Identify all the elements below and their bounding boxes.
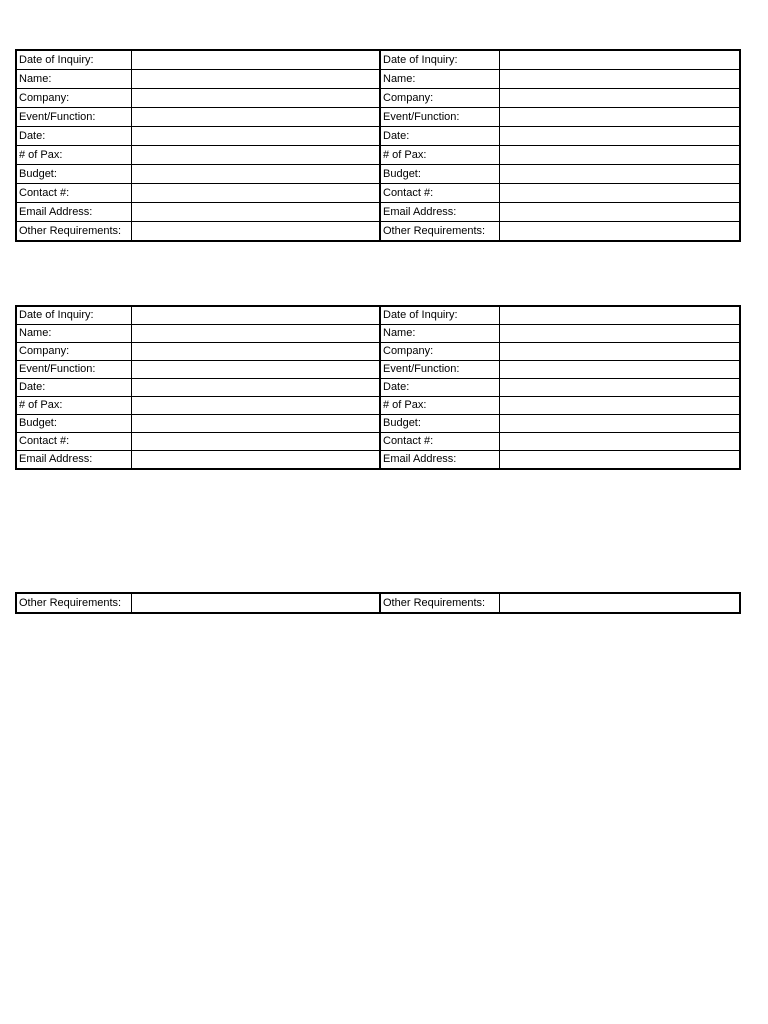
- other-requirements-label: Other Requirements:: [380, 222, 499, 242]
- date-of-inquiry-field[interactable]: [499, 306, 740, 325]
- email-label: Email Address:: [380, 203, 499, 222]
- event-function-label: Event/Function:: [380, 361, 499, 379]
- email-label: Email Address:: [16, 203, 131, 222]
- pax-field[interactable]: [499, 146, 740, 165]
- email-label: Email Address:: [380, 451, 499, 470]
- table-row: [16, 379, 740, 397]
- date-field[interactable]: [499, 127, 740, 146]
- contact-label: Contact #:: [380, 184, 499, 203]
- other-requirements-field[interactable]: [131, 222, 380, 242]
- budget-field[interactable]: [131, 165, 380, 184]
- date-of-inquiry-label: Date of Inquiry:: [16, 50, 131, 70]
- date-of-inquiry-label: Date of Inquiry:: [16, 306, 131, 325]
- table-row: [16, 70, 740, 89]
- pax-label: # of Pax:: [16, 397, 131, 415]
- budget-field[interactable]: [499, 415, 740, 433]
- name-field[interactable]: [131, 325, 380, 343]
- date-of-inquiry-label: Date of Inquiry:: [380, 306, 499, 325]
- contact-field[interactable]: [131, 184, 380, 203]
- event-function-field[interactable]: [499, 361, 740, 379]
- company-field[interactable]: [499, 89, 740, 108]
- event-function-field[interactable]: [131, 108, 380, 127]
- company-label: Company:: [16, 343, 131, 361]
- table-row: [16, 433, 740, 451]
- contact-label: Contact #:: [16, 184, 131, 203]
- name-label: Name:: [16, 70, 131, 89]
- table-row: [16, 361, 740, 379]
- company-field[interactable]: [131, 343, 380, 361]
- pax-label: # of Pax:: [380, 146, 499, 165]
- table-row: [16, 415, 740, 433]
- table-row: [16, 89, 740, 108]
- pax-field[interactable]: [499, 397, 740, 415]
- other-requirements-field[interactable]: [499, 593, 740, 613]
- table-row: [16, 165, 740, 184]
- contact-label: Contact #:: [16, 433, 131, 451]
- event-function-label: Event/Function:: [380, 108, 499, 127]
- table-row: [16, 397, 740, 415]
- pax-field[interactable]: [131, 146, 380, 165]
- inquiry-form-block-1: [15, 49, 739, 242]
- company-label: Company:: [380, 89, 499, 108]
- other-requirements-label: Other Requirements:: [16, 222, 131, 242]
- email-field[interactable]: [131, 203, 380, 222]
- email-field[interactable]: [499, 451, 740, 470]
- contact-field[interactable]: [131, 433, 380, 451]
- name-field[interactable]: [499, 325, 740, 343]
- table-row: [16, 306, 740, 325]
- budget-label: Budget:: [16, 415, 131, 433]
- other-requirements-label: Other Requirements:: [16, 593, 131, 613]
- date-label: Date:: [380, 127, 499, 146]
- contact-label: Contact #:: [380, 433, 499, 451]
- table-row: [16, 108, 740, 127]
- other-requirements-field[interactable]: [499, 222, 740, 242]
- event-function-label: Event/Function:: [16, 361, 131, 379]
- budget-label: Budget:: [380, 415, 499, 433]
- company-field[interactable]: [499, 343, 740, 361]
- company-label: Company:: [16, 89, 131, 108]
- date-of-inquiry-label: Date of Inquiry:: [380, 50, 499, 70]
- table-row: [16, 50, 740, 70]
- other-requirements-label: Other Requirements:: [380, 593, 499, 613]
- inquiry-form-block-2: [15, 305, 739, 470]
- contact-field[interactable]: [499, 433, 740, 451]
- pax-field[interactable]: [131, 397, 380, 415]
- table-row: [16, 222, 740, 242]
- email-field[interactable]: [131, 451, 380, 470]
- table-row: [16, 127, 740, 146]
- budget-field[interactable]: [499, 165, 740, 184]
- name-field[interactable]: [499, 70, 740, 89]
- name-label: Name:: [16, 325, 131, 343]
- date-field[interactable]: [131, 379, 380, 397]
- contact-field[interactable]: [499, 184, 740, 203]
- date-of-inquiry-field[interactable]: [131, 50, 380, 70]
- table-row: [16, 325, 740, 343]
- date-label: Date:: [16, 127, 131, 146]
- table-row: [16, 203, 740, 222]
- budget-label: Budget:: [380, 165, 499, 184]
- name-label: Name:: [380, 325, 499, 343]
- name-field[interactable]: [131, 70, 380, 89]
- name-label: Name:: [380, 70, 499, 89]
- date-field[interactable]: [499, 379, 740, 397]
- pax-label: # of Pax:: [380, 397, 499, 415]
- date-label: Date:: [16, 379, 131, 397]
- inquiry-form-table-1: [15, 49, 741, 242]
- event-function-field[interactable]: [499, 108, 740, 127]
- table-row: [16, 146, 740, 165]
- date-label: Date:: [380, 379, 499, 397]
- other-requirements-field[interactable]: [131, 593, 380, 613]
- email-field[interactable]: [499, 203, 740, 222]
- date-of-inquiry-field[interactable]: [131, 306, 380, 325]
- inquiry-form-block-3: [15, 592, 739, 614]
- table-row: [16, 184, 740, 203]
- budget-label: Budget:: [16, 165, 131, 184]
- event-function-field[interactable]: [131, 361, 380, 379]
- date-field[interactable]: [131, 127, 380, 146]
- pax-label: # of Pax:: [16, 146, 131, 165]
- company-field[interactable]: [131, 89, 380, 108]
- table-row: [16, 451, 740, 470]
- budget-field[interactable]: [131, 415, 380, 433]
- company-label: Company:: [380, 343, 499, 361]
- table-row: [16, 343, 740, 361]
- email-label: Email Address:: [16, 451, 131, 470]
- event-function-label: Event/Function:: [16, 108, 131, 127]
- inquiry-form-table-2: [15, 305, 741, 470]
- date-of-inquiry-field[interactable]: [499, 50, 740, 70]
- table-row: [16, 593, 740, 613]
- inquiry-form-table-3: [15, 592, 741, 614]
